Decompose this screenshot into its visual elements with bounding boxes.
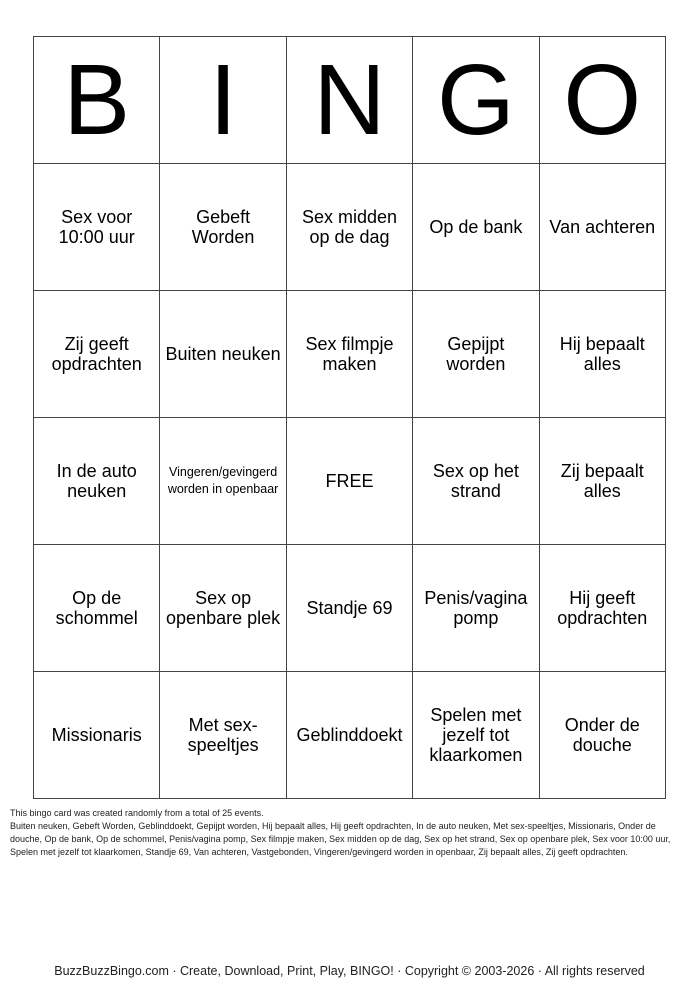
bingo-cell: Sex op het strand <box>413 418 539 545</box>
bingo-cell: Van achteren <box>539 164 665 291</box>
card-info-event-list: Buiten neuken, Gebeft Worden, Geblinddoekt, Gepijpt worden, Hij bepaalt alles, Hij geeft opdrachten, In de auto neuken, Met sex-speeltjes, Missionaris, Onder de douche, Op de bank, Op de schommel, Penis/vagina pomp, Sex filmpje maken, Sex midden op de dag, Sex op het strand, Sex op openbare plek, Sex voor 10:00 uur, Spelen met jezelf tot klaarkomen, Standje 69, Van achteren, Vastgebonden, Vingeren/gevingerd worden in openbaar, Zij bepaalt alles, Zij geeft opdrachten. <box>10 821 671 857</box>
bingo-row <box>34 291 666 418</box>
bingo-cell: Hij bepaalt alles <box>539 291 665 418</box>
bingo-cell: Sex voor 10:00 uur <box>34 164 160 291</box>
bingo-cell: Geblinddoekt <box>286 672 412 799</box>
bingo-cell: Gepijpt worden <box>413 291 539 418</box>
bingo-row <box>34 545 666 672</box>
header-letter-i: I <box>160 37 286 164</box>
bingo-cell: Zij bepaalt alles <box>539 418 665 545</box>
bingo-cell: Vingeren/gevingerd worden in openbaar <box>160 418 286 545</box>
bingo-cell: Hij geeft opdrachten <box>539 545 665 672</box>
header-letter-n: N <box>286 37 412 164</box>
card-info-summary: This bingo card was created randomly from a total of 25 events. <box>10 808 264 818</box>
bingo-cell: Standje 69 <box>286 545 412 672</box>
bingo-cell: Onder de douche <box>539 672 665 799</box>
header-letter-o: O <box>539 37 665 164</box>
bingo-cell: Sex midden op de dag <box>286 164 412 291</box>
bingo-cell: Missionaris <box>34 672 160 799</box>
bingo-cell: Sex op openbare plek <box>160 545 286 672</box>
card-info <box>10 807 690 859</box>
bingo-cell: Met sex-speeltjes <box>160 672 286 799</box>
header-letter-g: G <box>413 37 539 164</box>
bingo-cell: Penis/vagina pomp <box>413 545 539 672</box>
bingo-cell: Buiten neuken <box>160 291 286 418</box>
bingo-row <box>34 672 666 799</box>
bingo-card <box>33 36 666 799</box>
bingo-row <box>34 418 666 545</box>
bingo-cell: Spelen met jezelf tot klaarkomen <box>413 672 539 799</box>
bingo-cell: Op de bank <box>413 164 539 291</box>
bingo-cell: Gebeft Worden <box>160 164 286 291</box>
bingo-cell: Sex filmpje maken <box>286 291 412 418</box>
header-letter-b: B <box>34 37 160 164</box>
bingo-row <box>34 164 666 291</box>
bingo-cell: In de auto neuken <box>34 418 160 545</box>
bingo-header-row <box>34 37 666 164</box>
bingo-cell: Zij geeft opdrachten <box>34 291 160 418</box>
free-space-cell: FREE <box>286 418 412 545</box>
bingo-cell: Op de schommel <box>34 545 160 672</box>
copyright-footer: BuzzBuzzBingo.com · Create, Download, Print, Play, BINGO! · Copyright © 2003-2026 · All rights reserved <box>54 964 645 978</box>
